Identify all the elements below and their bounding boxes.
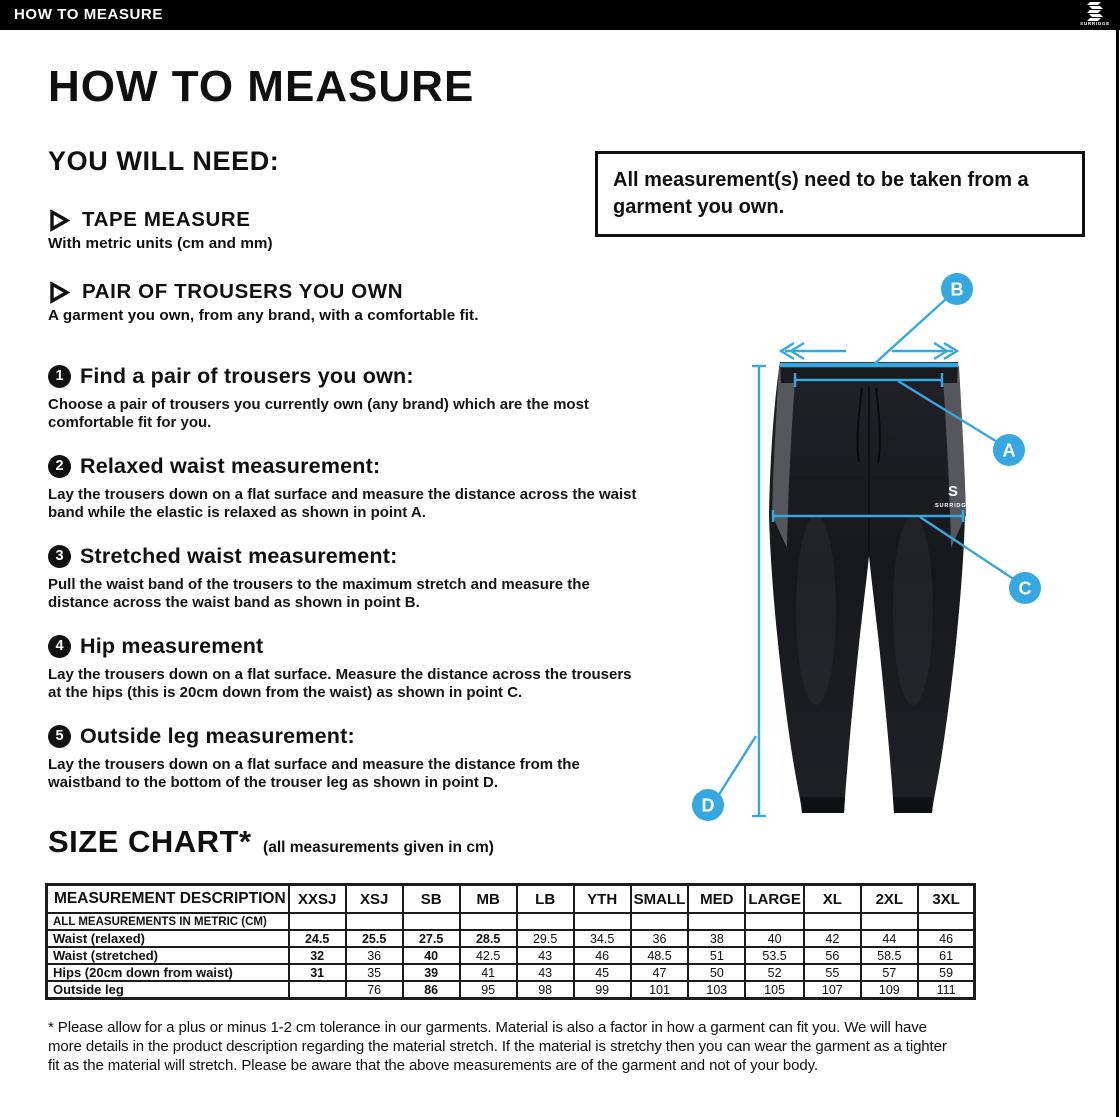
table-cell	[745, 913, 804, 930]
size-chart-subtitle: (all measurements given in cm)	[263, 839, 494, 856]
note-box: All measurement(s) need to be taken from a garment you own.	[595, 151, 1085, 237]
column-header: MED	[688, 885, 745, 914]
table-cell: 25.5	[346, 930, 403, 947]
fabric-highlight	[796, 515, 836, 705]
cuff-left	[801, 797, 845, 813]
table-cell	[574, 913, 631, 930]
table-cell: 55	[804, 964, 861, 981]
table-cell	[688, 913, 745, 930]
table-cell: 36	[346, 947, 403, 964]
table-cell: 34.5	[574, 930, 631, 947]
label-a: A	[1002, 440, 1016, 461]
column-header: 3XL	[918, 885, 975, 914]
metric-label: ALL MEASUREMENTS IN METRIC (CM)	[47, 913, 289, 930]
step-3	[48, 544, 648, 613]
table-cell: 46	[918, 930, 975, 947]
table-cell: 44	[861, 930, 918, 947]
table-cell: 43	[517, 947, 574, 964]
trouser-measurement-diagram	[688, 264, 1120, 856]
step-2	[48, 454, 648, 523]
metric-row	[47, 913, 975, 930]
arrow-icon	[48, 281, 71, 304]
table-cell: 98	[517, 981, 574, 999]
need-item-title: TAPE MEASURE	[82, 208, 251, 231]
step-body: Lay the trousers down on a flat surface. Measure the distance across the trousers at the hips (this is 20cm down from the waist) as shown in point C.	[48, 666, 632, 702]
table-cell: 40	[745, 930, 804, 947]
table-cell: 40	[403, 947, 460, 964]
table-cell: 50	[688, 964, 745, 981]
table-cell: 42.5	[460, 947, 517, 964]
size-chart-table	[45, 883, 976, 1000]
step-number-badge: 4	[48, 635, 71, 658]
step-body: Choose a pair of trousers you currently own (any brand) which are the most comfortable fit for you.	[48, 396, 589, 432]
table-cell: 99	[574, 981, 631, 999]
column-header: SMALL	[631, 885, 689, 914]
step-heading: Stretched waist measurement:	[80, 544, 398, 568]
size-chart-heading	[48, 824, 494, 860]
table-header-row	[47, 885, 975, 914]
top-bar-title: HOW TO MEASURE	[14, 6, 163, 23]
table-cell	[517, 913, 574, 930]
page-title: HOW TO MEASURE	[48, 62, 475, 111]
need-item-subtitle: With metric units (cm and mm)	[48, 235, 273, 252]
table-cell: 47	[631, 964, 689, 981]
table-cell: 86	[403, 981, 460, 999]
table-cell: 35	[346, 964, 403, 981]
column-header: 2XL	[861, 885, 918, 914]
table-row	[47, 981, 975, 999]
step-heading: Hip measurement	[80, 634, 264, 658]
garment-logo-text: SURRIDGE	[935, 503, 971, 509]
table-cell: 109	[861, 981, 918, 999]
column-header: MB	[460, 885, 517, 914]
step-heading: Find a pair of trousers you own:	[80, 364, 414, 388]
step-number-badge: 2	[48, 455, 71, 478]
table-cell: 107	[804, 981, 861, 999]
table-cell: 43	[517, 964, 574, 981]
table-cell	[346, 913, 403, 930]
top-bar	[0, 0, 1120, 30]
step-number-badge: 3	[48, 545, 71, 568]
step-heading: Outside leg measurement:	[80, 724, 355, 748]
step-5	[48, 724, 648, 793]
footnote: * Please allow for a plus or minus 1-2 cm tolerance in our garments. Material is also a factor in how a garment can fit you. We will have more details in the product description regarding the material stretch. If the material is stretchy then you can wear the garment as a tighter fit as the material will stretch. Please be aware that the above measurements are of the garment and not of your body.	[48, 1019, 947, 1074]
column-header: LARGE	[745, 885, 804, 914]
table-cell: 76	[346, 981, 403, 999]
cuff-right	[893, 797, 933, 813]
step-number-badge: 1	[48, 365, 71, 388]
table-cell: 101	[631, 981, 689, 999]
label-d: D	[701, 795, 715, 816]
column-header: XSJ	[346, 885, 403, 914]
size-chart-title: SIZE CHART*	[48, 824, 252, 859]
step-number-badge: 5	[48, 725, 71, 748]
garment-logo-mark: S	[947, 483, 959, 500]
table-cell: 28.5	[460, 930, 517, 947]
table-cell: 95	[460, 981, 517, 999]
surridge-logo-icon	[1087, 2, 1104, 21]
table-cell	[460, 913, 517, 930]
fabric-highlight	[893, 515, 933, 705]
need-item-trousers	[48, 280, 479, 324]
table-cell: 24.5	[289, 930, 346, 947]
table-cell: 45	[574, 964, 631, 981]
table-cell: 51	[688, 947, 745, 964]
table-row	[47, 964, 975, 981]
need-item-title: PAIR OF TROUSERS YOU OWN	[82, 280, 404, 303]
table-cell: 32	[289, 947, 346, 964]
table-cell: 53.5	[745, 947, 804, 964]
column-header: XXSJ	[289, 885, 346, 914]
step-4	[48, 634, 648, 703]
column-header: MEASUREMENT DESCRIPTION	[47, 885, 289, 914]
need-item-tape-measure	[48, 208, 273, 252]
row-label: Hips (20cm down from waist)	[47, 964, 289, 981]
table-cell: 103	[688, 981, 745, 999]
step-body: Lay the trousers down on a flat surface and measure the distance across the waist band while the elastic is relaxed as shown in point A.	[48, 486, 637, 522]
you-will-need-heading: YOU WILL NEED:	[48, 146, 280, 176]
table-cell: 111	[918, 981, 975, 999]
table-cell: 52	[745, 964, 804, 981]
column-header: SB	[403, 885, 460, 914]
table-cell: 58.5	[861, 947, 918, 964]
table-cell: 42	[804, 930, 861, 947]
table-cell	[631, 913, 689, 930]
table-cell: 39	[403, 964, 460, 981]
table-cell	[918, 913, 975, 930]
step-body: Pull the waist band of the trousers to the maximum stretch and measure the distance across the waist band as shown in point B.	[48, 576, 590, 612]
step-1	[48, 364, 648, 433]
table-head	[47, 885, 975, 914]
label-b: B	[950, 279, 964, 300]
step-heading: Relaxed waist measurement:	[80, 454, 381, 478]
table-row	[47, 947, 975, 964]
table-cell: 48.5	[631, 947, 689, 964]
table-row	[47, 930, 975, 947]
table-cell: 46	[574, 947, 631, 964]
leader-line-d	[718, 736, 756, 796]
row-label: Outside leg	[47, 981, 289, 999]
table-cell: 56	[804, 947, 861, 964]
table-cell: 61	[918, 947, 975, 964]
surridge-logo	[1073, 1, 1117, 26]
column-header: LB	[517, 885, 574, 914]
need-item-subtitle: A garment you own, from any brand, with a comfortable fit.	[48, 307, 479, 324]
table-cell: 38	[688, 930, 745, 947]
table-cell	[804, 913, 861, 930]
table-cell: 59	[918, 964, 975, 981]
table-cell: 29.5	[517, 930, 574, 947]
row-label: Waist (relaxed)	[47, 930, 289, 947]
leader-line-b	[872, 298, 947, 366]
table-cell: 27.5	[403, 930, 460, 947]
table-cell	[861, 913, 918, 930]
step-body: Lay the trousers down on a flat surface and measure the distance from the waistband to the bottom of the trouser leg as shown in point D.	[48, 756, 580, 792]
table-cell	[289, 981, 346, 999]
row-label: Waist (stretched)	[47, 947, 289, 964]
column-header: YTH	[574, 885, 631, 914]
table-cell: 36	[631, 930, 689, 947]
table-cell: 31	[289, 964, 346, 981]
table-cell	[289, 913, 346, 930]
arrow-icon	[48, 209, 71, 232]
table-cell: 41	[460, 964, 517, 981]
table-cell: 57	[861, 964, 918, 981]
label-c: C	[1018, 578, 1032, 599]
table-cell: 105	[745, 981, 804, 999]
table-cell	[403, 913, 460, 930]
surridge-logo-text: SURRIDGE	[1080, 21, 1110, 26]
table-body	[47, 913, 975, 999]
column-header: XL	[804, 885, 861, 914]
